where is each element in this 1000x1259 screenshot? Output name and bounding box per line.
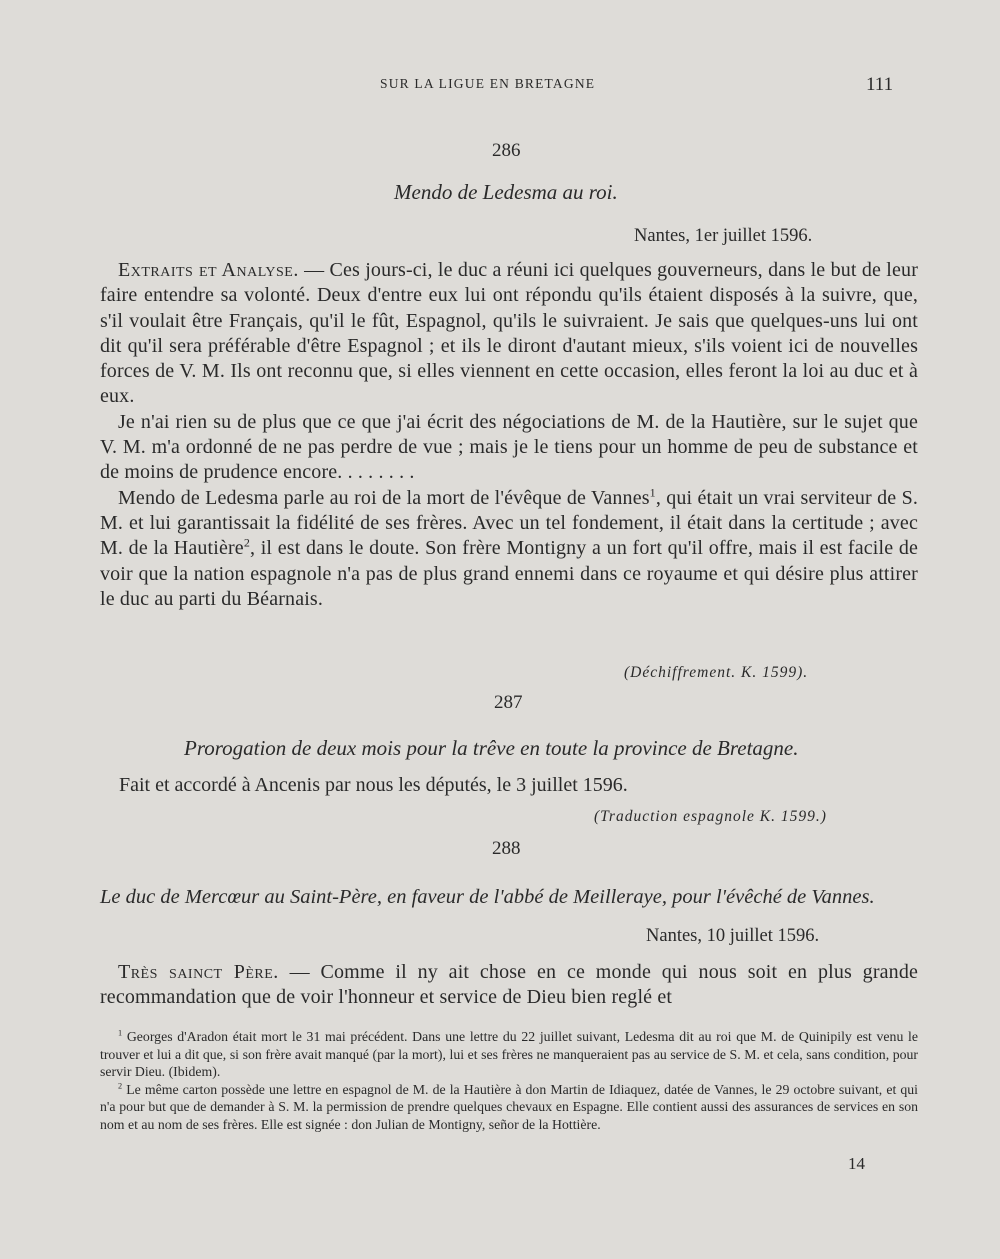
paragraph	[100, 258, 918, 410]
paragraph	[100, 960, 918, 1011]
page-number: 111	[866, 74, 894, 95]
paragraph	[100, 486, 918, 612]
footnote-1	[100, 1028, 918, 1081]
document-body-286	[100, 258, 918, 612]
paragraph: Je n'ai rien su de plus que ce que j'ai écrit des négociations de M. de la Hautière, sur le sujet que V. M. m'a ordonné de ne pas perdre de vue ; mais je le tiens pour un homme de peu de substance et de moins de prudence encore. . . . . . . .	[100, 410, 918, 484]
footnote-text: Le même carton possède une lettre en espagnol de M. de la Hautière à don Martin de Idiaquez, datée de Vannes, le 29 octobre suivant, et qui n'a pour but que de demander à S. M. la permission de prendre quelques chevaux en Espagne. Elle contient aussi des assurances de services en son nom et au nom de ses frères. Elle est signée : don Julian de Montigny, señor de la Hottière.	[100, 1081, 918, 1132]
footnote-text: Georges d'Aradon était mort le 31 mai précédent. Dans une lettre du 22 juillet suivant, Ledesma dit au roi que M. de Quinipily est venu le trouver et lui a dit que, si son frère avait manqué (par la mort), lui et ses frères ne manqueraient pas au service de S. M. et cela, sans condition, pour servir Dieu. (Ibidem).	[100, 1029, 918, 1080]
document-title-288: Le duc de Mercœur au Saint-Père, en faveur de l'abbé de Meilleraye, pour l'évêché de Vannes.	[100, 886, 875, 908]
footnotes	[100, 1028, 918, 1134]
signature-mark: 14	[848, 1154, 865, 1173]
dateline-286: Nantes, 1er juillet 1596.	[634, 226, 813, 246]
footnote-mark: 1	[118, 1028, 123, 1038]
document-title-287: Prorogation de deux mois pour la trêve en toute la province de Bretagne.	[184, 736, 799, 760]
source-citation-287: (Traduction espagnole K. 1599.)	[594, 808, 827, 825]
document-number-288: 288	[492, 838, 521, 859]
document-body-288	[100, 960, 918, 1011]
paragraph-text: , il est dans le doute. Son frère Montigny a un fort qu'il offre, mais il est facile de voir que la nation espagnole n'a pas de plus grand ennemi dans ce royaume et qui désire plus attirer le duc au parti du Béarnais.	[100, 537, 918, 610]
document-text-287: Fait et accordé à Ancenis par nous les députés, le 3 juillet 1596.	[119, 774, 628, 796]
paragraph-text: , qui était un vrai serviteur de S. M. et lui garantissait la fidélité de ses frères. Avec un tel fondement, il était dans la certitude ; avec M. de la Hautière	[100, 486, 918, 560]
lead-heading: Très sainct Père.	[118, 961, 279, 983]
footnote-mark: 2	[118, 1081, 123, 1091]
source-citation-286: (Déchiffrement. K. 1599).	[624, 664, 809, 681]
footnote-ref-2: 2	[243, 535, 250, 550]
paragraph-text: Mendo de Ledesma parle au roi de la mort de l'évêque de Vannes	[118, 486, 650, 509]
footnote-2	[100, 1081, 918, 1134]
document-number-286: 286	[492, 140, 521, 161]
dateline-288: Nantes, 10 juillet 1596.	[646, 926, 820, 946]
lead-heading: Extraits et Analyse.	[118, 259, 299, 281]
document-number-287: 287	[494, 692, 523, 713]
paragraph-text: — Comme il ny ait chose en ce monde qui nous soit en plus grande recommandation que de voir l'honneur et service de Dieu bien reglé et	[100, 961, 919, 1009]
running-title: SUR LA LIGUE EN BRETAGNE	[380, 76, 596, 91]
paragraph-text: — Ces jours-ci, le duc a réuni ici quelques gouverneurs, dans le but de leur faire entendre sa volonté. Deux d'entre eux lui ont répondu qu'ils étaient disposés à la suivre, que, s'il voulait être Français, qu'il le fût, Espagnol, qu'ils le suivraient. Je sais que quelques-uns lui ont dit qu'il sera préférable d'être Espagnol ; et ils le diront d'autant mieux, s'ils voient ici de nouvelles forces de V. M. Ils ont reconnu que, si elles viennent en cette occasion, elles feront la loi au duc et à eux.	[100, 259, 919, 408]
footnote-ref-1: 1	[649, 485, 656, 500]
document-title-286: Mendo de Ledesma au roi.	[394, 180, 618, 204]
